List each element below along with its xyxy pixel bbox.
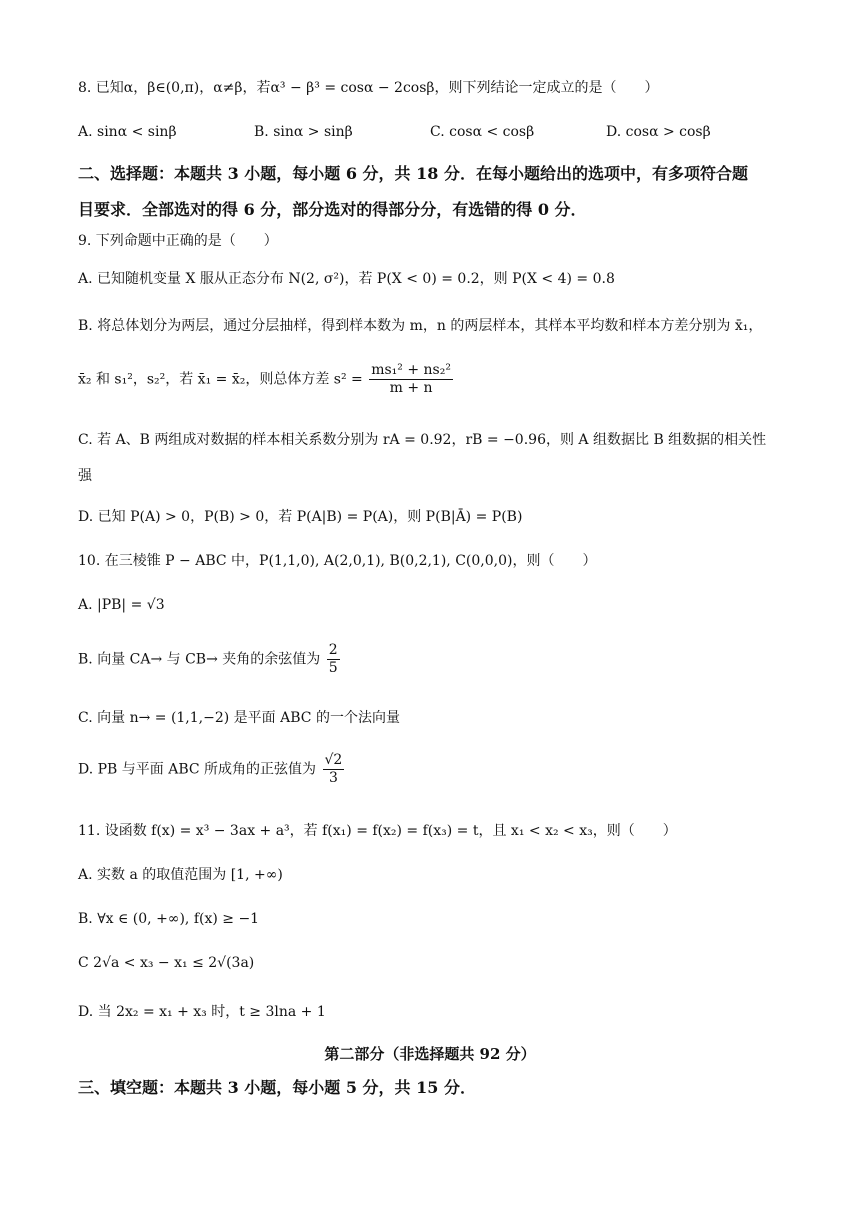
q9-option-b-line2 (78, 362, 455, 397)
q9-option-d: D. 已知 P(A) > 0，P(B) > 0，若 P(A|B) = P(A)，则 P(B|Ā) = P(B) (78, 509, 523, 525)
q8-option-d: D. cosα > cosβ (606, 124, 711, 140)
q11-option-b: B. ∀x ∈ (0, +∞), f(x) ≥ −1 (78, 911, 260, 927)
sine-fraction (323, 752, 345, 787)
q8-stem: 8. 已知α，β∈(0,π)，α≠β，若α³ − β³ = cosα − 2cosβ，则下列结论一定成立的是（ ） (78, 80, 659, 96)
sine-numerator: √2 (324, 752, 343, 768)
q11-option-c: C 2√a < x₃ − x₁ ≤ 2√(3a) (78, 955, 255, 971)
part2-title: 第二部分（非选择题共 92 分） (324, 1045, 536, 1063)
section2-heading-line1: 二、选择题：本题共 3 小题，每小题 6 分，共 18 分．在每小题给出的选项中，有多项符合题 (78, 164, 748, 183)
cosine-numerator: 2 (328, 642, 338, 658)
q10-option-d (78, 752, 346, 787)
q9-option-b-text: x̄₂ 和 s₁²，s₂²，若 x̄₁ = x̄₂，则总体方差 s² = (78, 371, 363, 388)
q10-option-b-text: B. 向量 CA→ 与 CB→ 夹角的余弦值为 (78, 651, 321, 668)
q9-option-b-line1: B. 将总体划分为两层，通过分层抽样，得到样本数为 m，n 的两层样本，其样本平均数和样本方差分别为 x̄₁， (78, 318, 763, 334)
q9-option-c-line2: 强 (78, 468, 92, 484)
section3-heading: 三、填空题：本题共 3 小题，每小题 5 分，共 15 分． (78, 1078, 476, 1097)
section2-heading-line2: 目要求．全部选对的得 6 分，部分选对的得部分分，有选错的得 0 分． (78, 200, 587, 219)
sine-denominator: 3 (328, 769, 338, 786)
q10-option-b (78, 642, 342, 677)
cosine-denominator: 5 (328, 659, 338, 676)
variance-fraction (369, 362, 453, 397)
q10-stem: 10. 在三棱锥 P − ABC 中，P(1,1,0), A(2,0,1), B(0,2,1), C(0,0,0)，则（ ） (78, 553, 597, 569)
q9-stem: 9. 下列命题中正确的是（ ） (78, 233, 278, 249)
q8-option-b: B. sinα > sinβ (254, 124, 353, 140)
q8-option-c: C. cosα < cosβ (430, 124, 535, 140)
q10-option-c: C. 向量 n→ = (1,1,−2) 是平面 ABC 的一个法向量 (78, 710, 400, 726)
q8-option-a: A. sinα < sinβ (78, 124, 177, 140)
cosine-fraction (327, 642, 340, 677)
q11-option-a: A. 实数 a 的取值范围为 [1, +∞) (78, 867, 283, 883)
q10-option-d-text: D. PB 与平面 ABC 所成角的正弦值为 (78, 761, 317, 778)
q9-option-a: A. 已知随机变量 X 服从正态分布 N(2, σ²)，若 P(X < 0) = 0.2，则 P(X < 4) = 0.8 (78, 271, 615, 287)
variance-numerator: ms₁² + ns₂² (371, 362, 451, 378)
q11-option-d: D. 当 2x₂ = x₁ + x₃ 时，t ≥ 3lna + 1 (78, 1004, 326, 1020)
q9-option-c-line1: C. 若 A、B 两组成对数据的样本相关系数分别为 rA = 0.92，rB = −0.96，则 A 组数据比 B 组数据的相关性 (78, 432, 767, 448)
q10-option-a: A. |PB| = √3 (78, 597, 165, 613)
q11-stem: 11. 设函数 f(x) = x³ − 3ax + a³，若 f(x₁) = f(x₂) = f(x₃) = t，且 x₁ < x₂ < x₃，则（ ） (78, 823, 677, 839)
variance-denominator: m + n (389, 379, 433, 396)
